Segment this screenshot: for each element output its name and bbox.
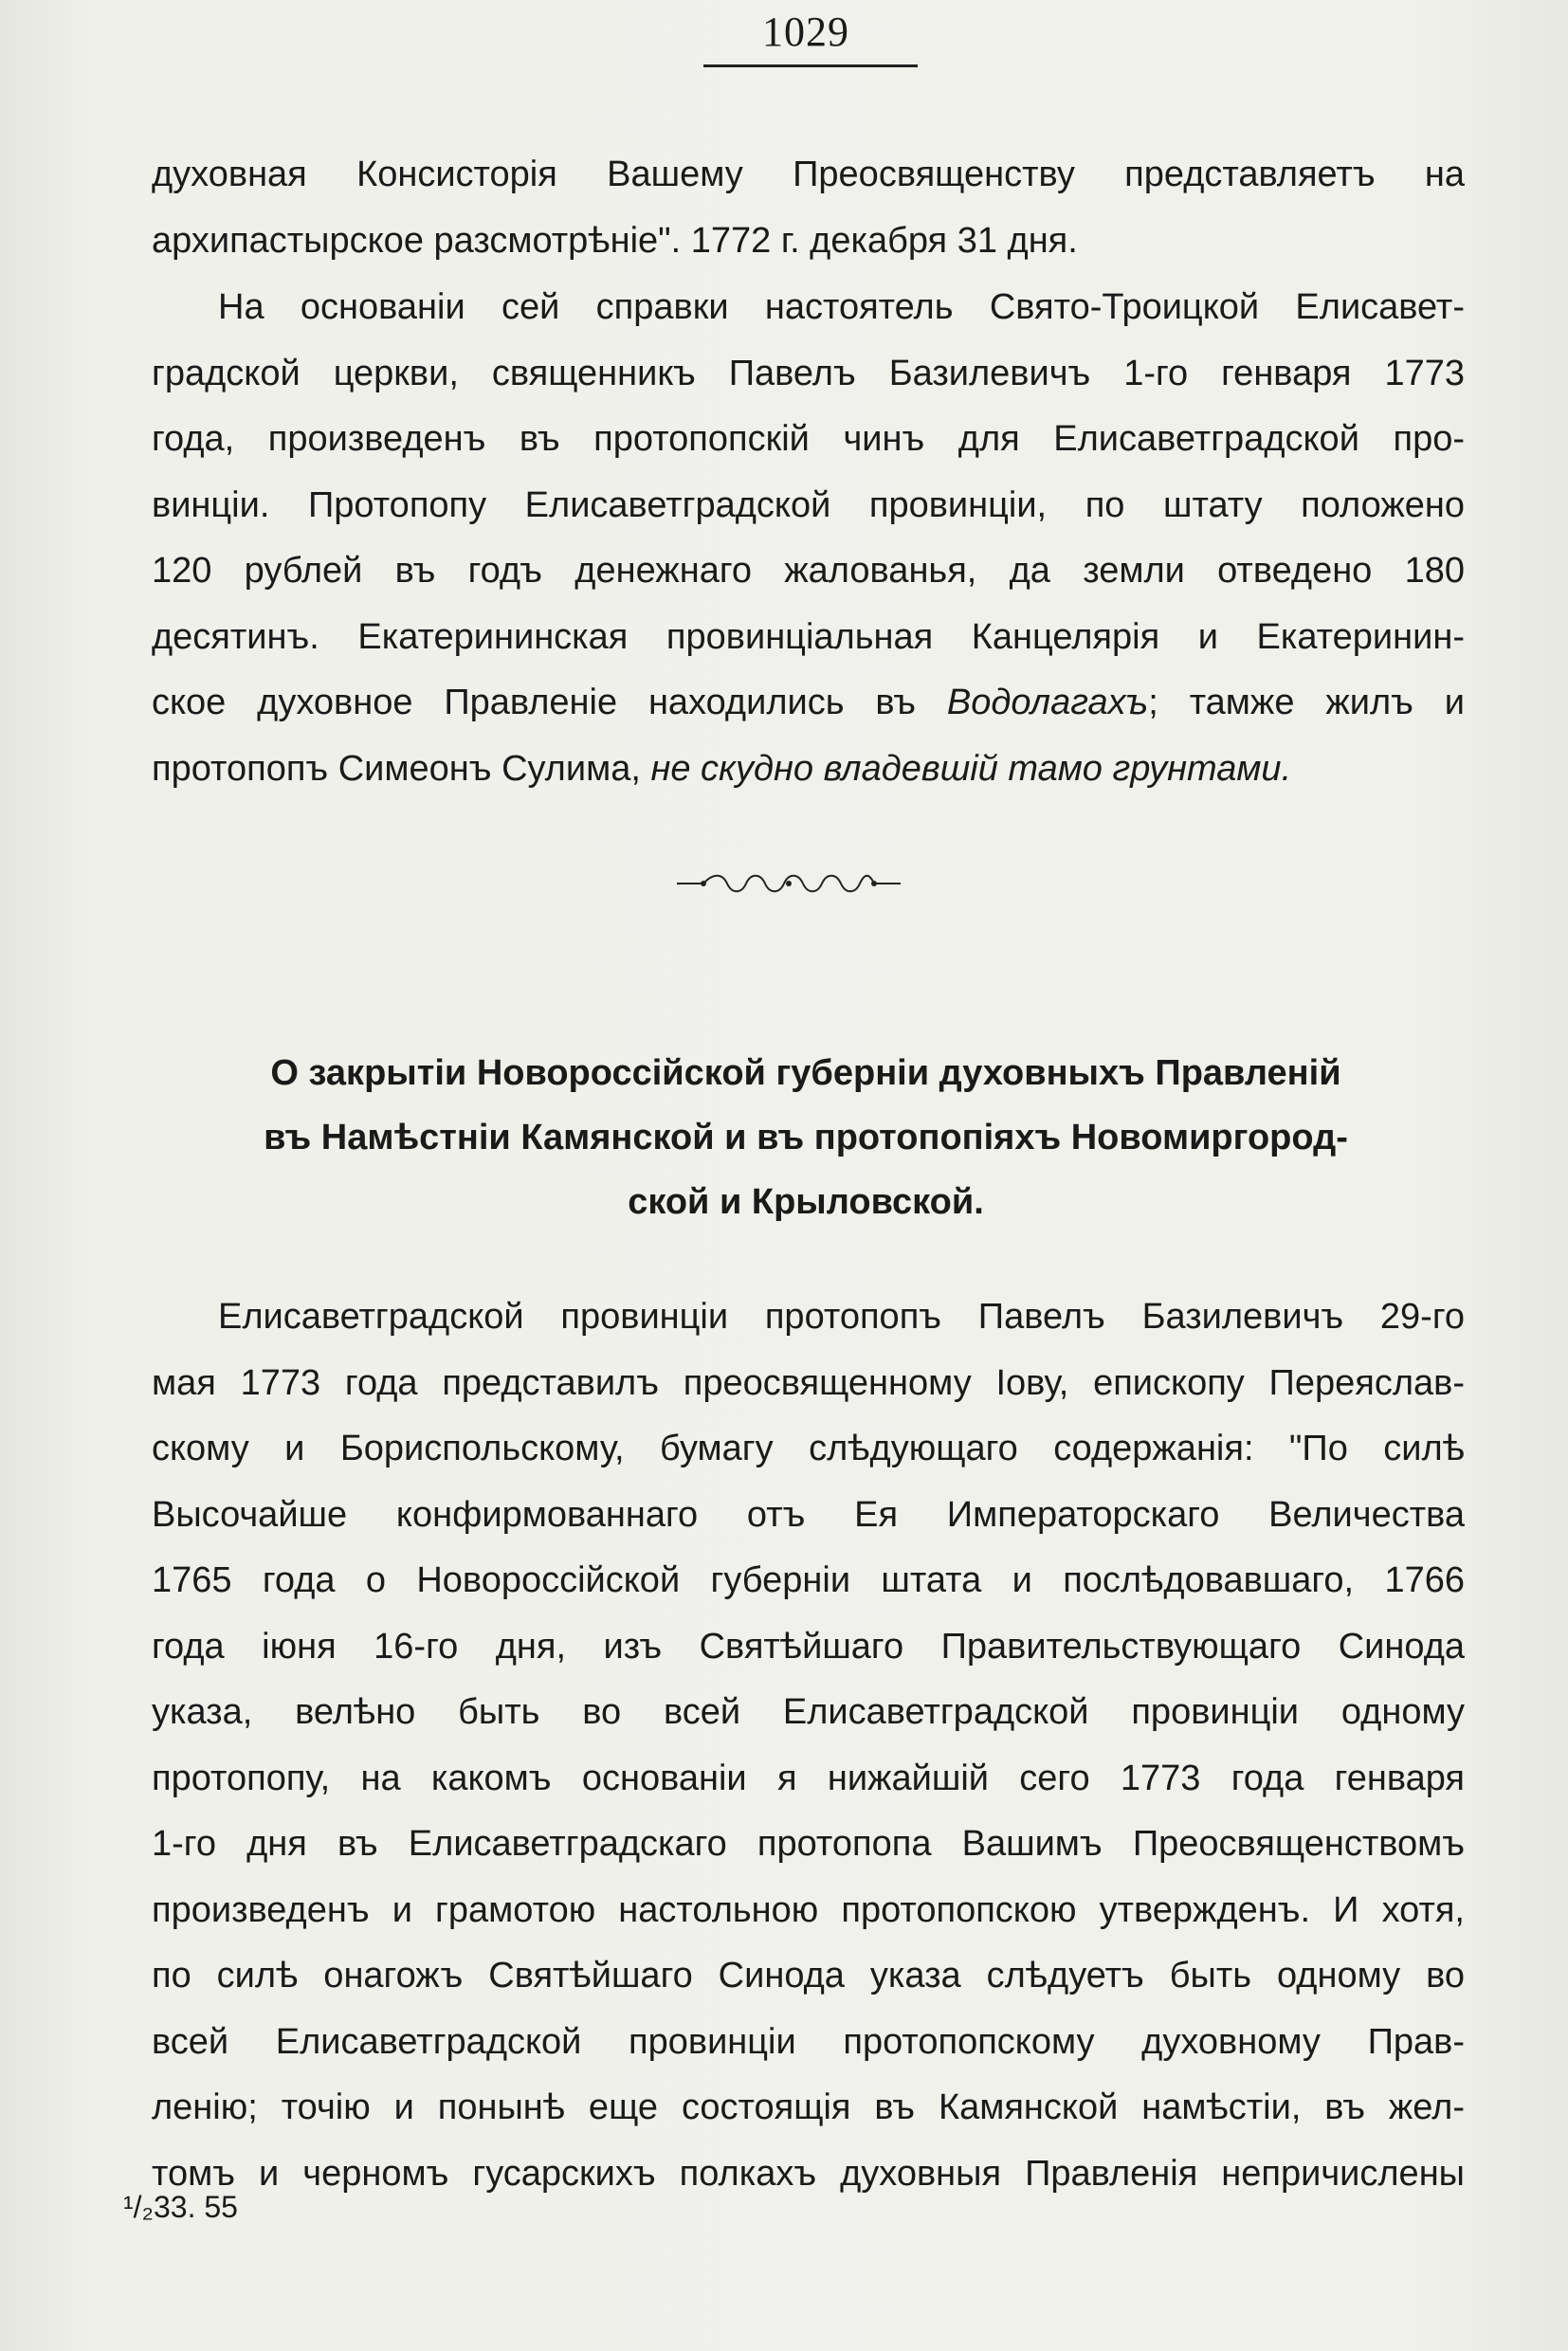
text-line: протопопу, на какомъ основаніи я нижайшій сего 1773 года генваря	[152, 1758, 1465, 1798]
text-line	[152, 670, 1465, 737]
paragraph-report	[152, 1285, 1465, 2207]
ornament-divider	[675, 869, 903, 898]
text-line: по силѣ онагожъ Святѣйшаго Синода указа слѣдуетъ быть одному во	[152, 1956, 1465, 1996]
heading-line: въ Намѣстніи Камянской и въ протопопіяхъ Новомиргород-	[264, 1118, 1348, 1157]
text-line: Высочайше конфирмованнаго отъ Ея Императорскаго Величества	[152, 1494, 1465, 1535]
text-fragment: ; тамже жилъ и	[1148, 683, 1465, 722]
heading-line: О закрытіи Новороссійской губерніи духовныхъ Правленій	[270, 1053, 1341, 1093]
text-line: архипастырское разсмотрѣніе". 1772 г. декабря 31 дня.	[152, 220, 1078, 261]
paragraph-continuation	[152, 142, 1465, 274]
text-line: Елисаветградской провинціи протопопъ Павелъ Базилевичъ 29-го	[218, 1297, 1465, 1337]
heading-line: ской и Крыловской.	[628, 1182, 984, 1222]
text-fragment: протопопъ Симеонъ Сулима,	[152, 748, 651, 789]
text-line: 1765 года о Новороссійской губерніи штата и послѣдовавшаго, 1766	[152, 1560, 1465, 1600]
text-line: скому и Бориспольскому, бумагу слѣдующаго содержанія: "По силѣ	[152, 1429, 1465, 1468]
page-number-rule	[703, 64, 918, 67]
text-line: томъ и черномъ гусарскихъ полкахъ духовныя Правленія непричислены	[152, 2153, 1465, 2194]
text-line: духовная Консисторія Вашему Преосвященству представляетъ на	[152, 155, 1465, 194]
text-line: года іюня 16-го дня, изъ Святѣйшаго Правительствующаго Синода	[152, 1626, 1465, 1667]
page-number: 1029	[762, 9, 849, 55]
italic-text: Водолагахъ	[946, 683, 1149, 722]
italic-text: не скудно владевшій тамо грунтами.	[650, 748, 1292, 789]
text-line: винціи. Протопопу Елисаветградской провинціи, по штату положено	[152, 484, 1465, 525]
text-line: На основаніи сей справки настоятель Свято-Троицкой Елисавет-	[218, 287, 1465, 327]
text-line: градской церкви, священникъ Павелъ Базилевичъ 1-го генваря 1773	[152, 353, 1465, 393]
text-line: мая 1773 года представилъ преосвященному Іову, епископу Переяслав-	[152, 1362, 1465, 1403]
paragraph-protopop	[152, 275, 1465, 802]
text-line	[152, 737, 1465, 803]
text-line: указа, велѣно быть во всей Елисаветградской провинціи одному	[152, 1692, 1465, 1732]
text-fragment: ское духовное Правленіе находились въ	[152, 683, 947, 722]
text-line: ленію; точію и понынѣ еще состоящія въ Камянской намѣстіи, въ жел-	[152, 2087, 1465, 2127]
text-line: года, произведенъ въ протопопскій чинъ для Елисаветградской про-	[152, 419, 1465, 459]
text-line: десятинъ. Екатерининская провинціальная Канцелярія и Екатеринин-	[152, 616, 1465, 657]
text-line: всей Елисаветградской провинціи протопопскому духовному Прав-	[152, 2021, 1465, 2062]
text-line: произведенъ и грамотою настольною протопопскою утвержденъ. И хотя,	[152, 1889, 1465, 1930]
text-line: 120 рублей въ годъ денежнаго жалованья, да земли отведено 180	[152, 551, 1465, 591]
section-heading	[161, 1041, 1450, 1234]
signature-mark: ¹/₂33. 55	[123, 2190, 238, 2224]
text-line: 1-го дня въ Елисаветградскаго протопопа Вашимъ Преосвященствомъ	[152, 1824, 1465, 1864]
